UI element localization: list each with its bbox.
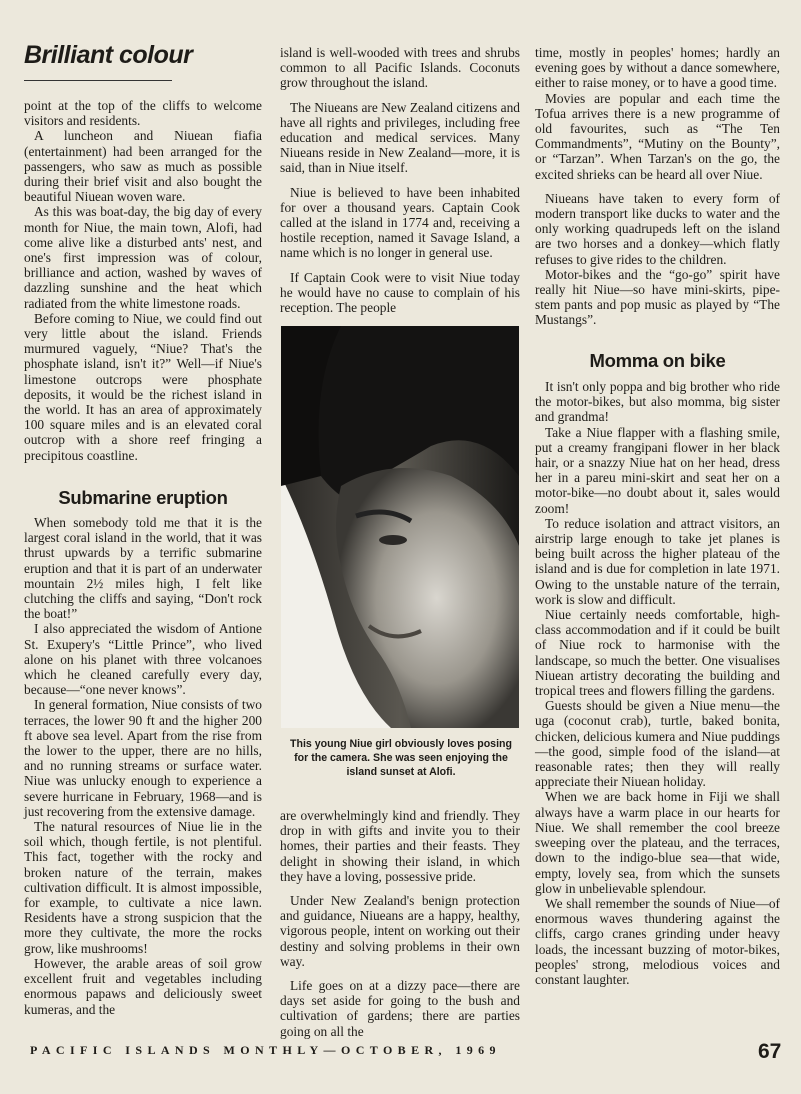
paragraph: When somebody told me that it is the largest coral island in the world, that it was thrust upwards by a terrific submarine eruption and that it is part of an underwater mountain 2½ miles high, I felt like clutching the cliffs and saying, “Don't rock the boat!” [24, 515, 262, 622]
paragraph: It isn't only poppa and big brother who ride the motor-bikes, but also momma, big sister and grandma! [535, 379, 780, 425]
paragraph: Niue is believed to have been inhabited for over a thousand years. Captain Cook called at the island in 1774 and, receiving a hostile reception, named it Savage Island, a name which is no longer in general use. [280, 184, 520, 261]
paragraph: island is well-wooded with trees and shrubs common to all Pacific Islands. Coconuts grow throughout the island. [280, 45, 520, 91]
photo-caption: This young Niue girl obviously loves posing for the camera. She was seen enjoying the island sunset at Alofi. [290, 738, 512, 778]
section-heading-momma-on-bike: Momma on bike [589, 350, 726, 371]
paragraph: We shall remember the sounds of Niue—of enormous waves thundering against the cliffs, cargo cranes grinding under heavy loads, the incessant buzzing of motor-bikes, peoples' strong, melodious voices and constant laughter. [535, 895, 780, 987]
paragraph: time, mostly in peoples' homes; hardly an evening goes by without a dance somewhere, either to raise money, or to have a good time. [535, 45, 780, 91]
paragraph: Motor-bikes and the “go-go” spirit have really hit Niue—so have mini-skirts, pipe-stem pants and pop music as played by “The Mustangs”. [535, 266, 780, 328]
col3-body-top [535, 45, 780, 328]
paragraph: Niueans have taken to every form of modern transport like ducks to water and the only working quadrupeds left on the island are two horses and a donkey—which flatly refuses to give rides to the children. [535, 190, 780, 267]
section-heading-brilliant-colour: Brilliant colour [24, 41, 193, 69]
paragraph: are overwhelmingly kind and friendly. They drop in with gifts and invite you to their homes, their parties and their feasts. They delight in showing their island, in which they have a loving, possessive pride. [280, 808, 520, 884]
photo-niue-girl [281, 326, 519, 728]
paragraph: However, the arable areas of soil grow excellent fruit and vegetables including enormous papaws and deliciously sweet kumeras, and the [24, 955, 262, 1017]
title-underline [24, 80, 172, 81]
paragraph: In general formation, Niue consists of two terraces, the lower 90 ft and the higher 200 ft above sea level. Apart from the rise from the lower to the upper, there are no hills, and no running streams or surface water. Niue was unlucky enough to experience a severe hurricane in February, 1968—and is just recovering from the extensive damage. [24, 697, 262, 819]
paragraph: Before coming to Niue, we could find out very little about the island. Friends murmured vaguely, “Niue? That's the phosphate island, isn't it?” Well—if Niue's limestone outcrops were phosphate deposits, it would be the richest island in the world. It has an area of approximately 100 square miles and is an elevated coral outcrop with a shore reef fringing a precipitous coastline. [24, 310, 262, 463]
col1-body-top [24, 98, 262, 463]
page-number: 67 [758, 1040, 782, 1063]
paragraph: Guests should be given a Niue menu—the uga (coconut crab), turtle, baked bonita, chicken, delicious kumera and Niue puddings—the good, simple food of the island—at reasonable rates; then they will really appreciate their Niuean holiday. [535, 698, 780, 790]
col3-body-bottom [535, 379, 780, 987]
col2-body-bottom [280, 808, 520, 1039]
paragraph: Movies are popular and each time the Tofua arrives there is a new programme of old favourites, such as “The Ten Commandments”, “Mutiny on the Bounty”, or “Tarzan”. When Tarzan's on the go, the excited shrieks can be heard all over Niue. [535, 90, 780, 182]
paragraph: The Niueans are New Zealand citizens and have all rights and privileges, including free education and medical services. Many Niueans reside in New Zealand—more, it is said, than in Niue itself. [280, 99, 520, 176]
paragraph: If Captain Cook were to visit Niue today he would have no cause to complain of his reception. The people [280, 269, 520, 316]
paragraph: I also appreciated the wisdom of Antione St. Exupery's “Little Prince”, who lived alone on his planet with three volcanoes which he cleaned carefully every day, because—“one never knows”. [24, 621, 262, 698]
paragraph: The natural resources of Niue lie in the soil which, though fertile, is not plentiful. This fact, together with the rocky and broken nature of the terrain, makes cultivation difficult. It is almost impossible, for example, to cultivate a nice lawn. Residents have a strong suspicion that the more they cultivate, the more the rocks grow, like mushrooms! [24, 819, 262, 956]
portrait-image [281, 326, 519, 728]
section-heading-submarine-eruption: Submarine eruption [58, 487, 228, 508]
paragraph: point at the top of the cliffs to welcome visitors and residents. [24, 98, 262, 129]
footer-masthead: PACIFIC ISLANDS MONTHLY—OCTOBER, 1969 [30, 1043, 501, 1057]
paragraph: A luncheon and Niuean fiafia (entertainment) had been arranged for the passengers, who saw as much as possible during their brief visit and also bought the beautiful Niuean woven ware. [24, 128, 262, 205]
col1-body-bottom [24, 515, 262, 1017]
paragraph: Take a Niue flapper with a flashing smile, put a creamy frangipani flower in her black hair, or a snazzy Niue hat on her head, dress her in a pareu mini-skirt and seat her on a motor-bike—no doubt about it, sales would zoom! [535, 424, 780, 516]
paragraph: As this was boat-day, the big day of every month for Niue, the main town, Alofi, had come alive like a disturbed ants' nest, and one's first impression was of colour, brilliance and action, washed by waves of dazzling sunshine and the heat which radiated from the white limestone roads. [24, 204, 262, 311]
paragraph: To reduce isolation and attract visitors, an airstrip large enough to take jet planes is being built across the higher plateau of the island and is due for completion in late 1971. Owing to the unstable nature of the terrain, work is slow and difficult. [535, 515, 780, 607]
paragraph: Under New Zealand's benign protection and guidance, Niueans are a happy, healthy, vigorous people, intent on working out their destiny and solving problems in their own way. [280, 893, 520, 969]
paragraph: Niue certainly needs comfortable, high-class accommodation and if it could be built of Niue rock to harmonise with the landscape, so much the better. One visualises Niuean artistry decorating the building and tropical trees and flowers filling the gardens. [535, 607, 780, 699]
paragraph: Life goes on at a dizzy pace—there are days set aside for going to the bush and cultivation of gardens; there are parties going on all the [280, 978, 520, 1039]
paragraph: When we are back home in Fiji we shall always have a warm place in our hearts for Niue. We shall remember the cool breeze sweeping over the plateau, and the terraces, down to the indigo-blue sea—that wide, empty, lovely sea, from which the sunsets glow in unbelievable splendour. [535, 789, 780, 896]
col2-body-top [280, 45, 520, 315]
